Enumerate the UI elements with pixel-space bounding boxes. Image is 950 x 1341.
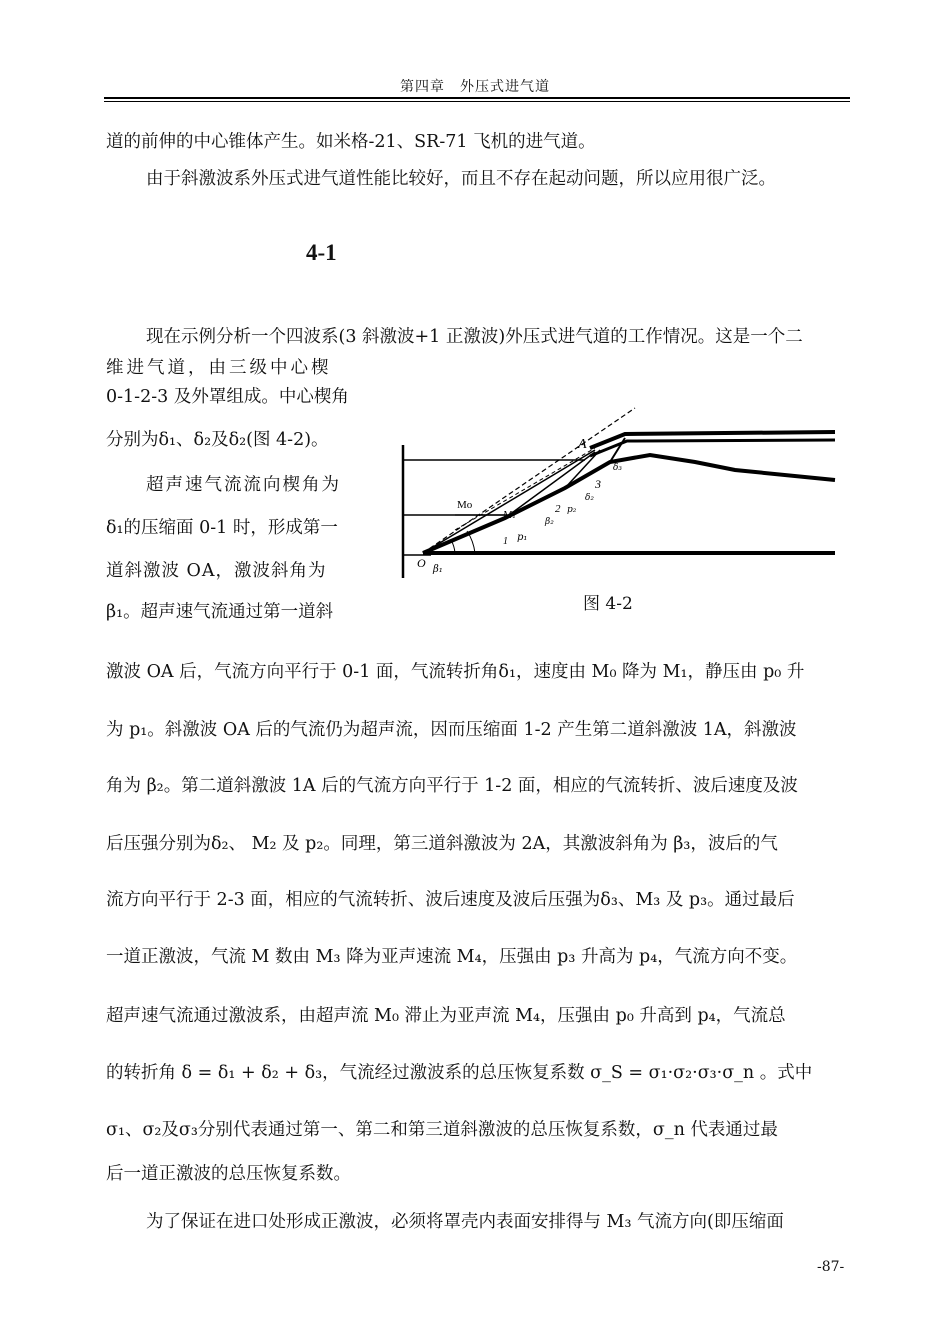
text-line: β₁。超声速气流通过第一道斜 <box>106 602 334 622</box>
label-beta2: β₂ <box>545 517 554 527</box>
text-line: 后压强分别为δ₂、 M₂ 及 p₂。同理，第三道斜激波为 2A，其激波斜角为 β₃，波后的气 <box>106 834 778 854</box>
label-A: A <box>578 437 587 452</box>
text-line: 的转折角 δ = δ₁ + δ₂ + δ₃，气流经过激波系的总压恢复系数 σ_S = σ₁·σ₂·σ₃·σ_n 。式中 <box>106 1063 813 1083</box>
section-heading: 4-1 <box>306 240 337 265</box>
text-line: 0-1-2-3 及外罩组成。中心楔角 <box>106 387 349 407</box>
text-line: 一道正激波，气流 M 数由 M₃ 降为亚声速流 M₄，压强由 p₃ 升高为 p₄，气流方向不变。 <box>106 947 798 967</box>
page-number: -87- <box>817 1259 845 1275</box>
header-rule-thin <box>104 101 850 102</box>
header-rule-thick <box>104 97 850 99</box>
running-header: 第四章 外压式进气道 <box>400 79 550 95</box>
text-line: 为 p₁。斜激波 OA 后的气流仍为超声流，因而压缩面 1-2 产生第二道斜激波 1A，斜激波 <box>106 720 797 740</box>
text-line: 角为 β₂。第二道斜激波 1A 后的气流方向平行于 1-2 面，相应的气流转折、波后速度及波 <box>106 776 798 796</box>
text-line: 道斜激波 OA，激波斜角为 <box>106 561 327 581</box>
label-delta2: δ₂ <box>585 493 595 503</box>
label-2: 2 <box>555 503 561 515</box>
text-line: 分别为δ₁、δ₂及δ₂(图 4-2)。 <box>106 430 329 450</box>
label-O: O <box>417 556 426 570</box>
figure-caption: 图 4-2 <box>583 594 633 614</box>
text-line: 为了保证在进口处形成正激波，必须将罩壳内表面安排得与 M₃ 气流方向(即压缩面 <box>146 1212 784 1232</box>
label-1: 1 <box>503 536 508 547</box>
label-beta1: β₁ <box>433 564 443 575</box>
text-line: 激波 OA 后，气流方向平行于 0-1 面，气流转折角δ₁，速度由 M₀ 降为 M₁，静压由 p₀ 升 <box>106 662 805 682</box>
figure-4-2-inlet-diagram <box>395 400 850 585</box>
text-line: 现在示例分析一个四波系(3 斜激波+1 正激波)外压式进气道的工作情况。这是一个二 <box>146 327 803 347</box>
text-line: σ₁、σ₂及σ₃分别代表通过第一、第二和第三道斜激波的总压恢复系数，σ_n 代表通过最 <box>106 1120 778 1140</box>
label-p2: p₂ <box>567 505 577 515</box>
label-M0: Mo <box>457 499 473 511</box>
text-line: δ₁的压缩面 0-1 时，形成第一 <box>106 518 338 538</box>
text-line: 由于斜激波系外压式进气道性能比较好，而且不存在起动问题，所以应用很广泛。 <box>146 169 776 189</box>
label-delta3: δ₃ <box>613 463 623 473</box>
text-line: 道的前伸的中心锥体产生。如米格-21、SR-71 飞机的进气道。 <box>106 132 596 152</box>
text-line: 流方向平行于 2-3 面，相应的气流转折、波后速度及波后压强为δ₃、M₃ 及 p₃。通过最后 <box>106 890 795 910</box>
label-3: 3 <box>595 477 601 491</box>
text-line: 维进气道，由三级中心楔 <box>106 358 332 378</box>
text-line: 超声速气流流向楔角为 <box>146 475 341 495</box>
label-p1: p₁ <box>517 532 528 543</box>
label-M1: M₁ <box>503 511 516 521</box>
text-line: 后一道正激波的总压恢复系数。 <box>106 1164 351 1184</box>
text-line: 超声速气流通过激波系，由超声流 M₀ 滞止为亚声流 M₄，压强由 p₀ 升高到 p₄，气流总 <box>106 1006 786 1026</box>
